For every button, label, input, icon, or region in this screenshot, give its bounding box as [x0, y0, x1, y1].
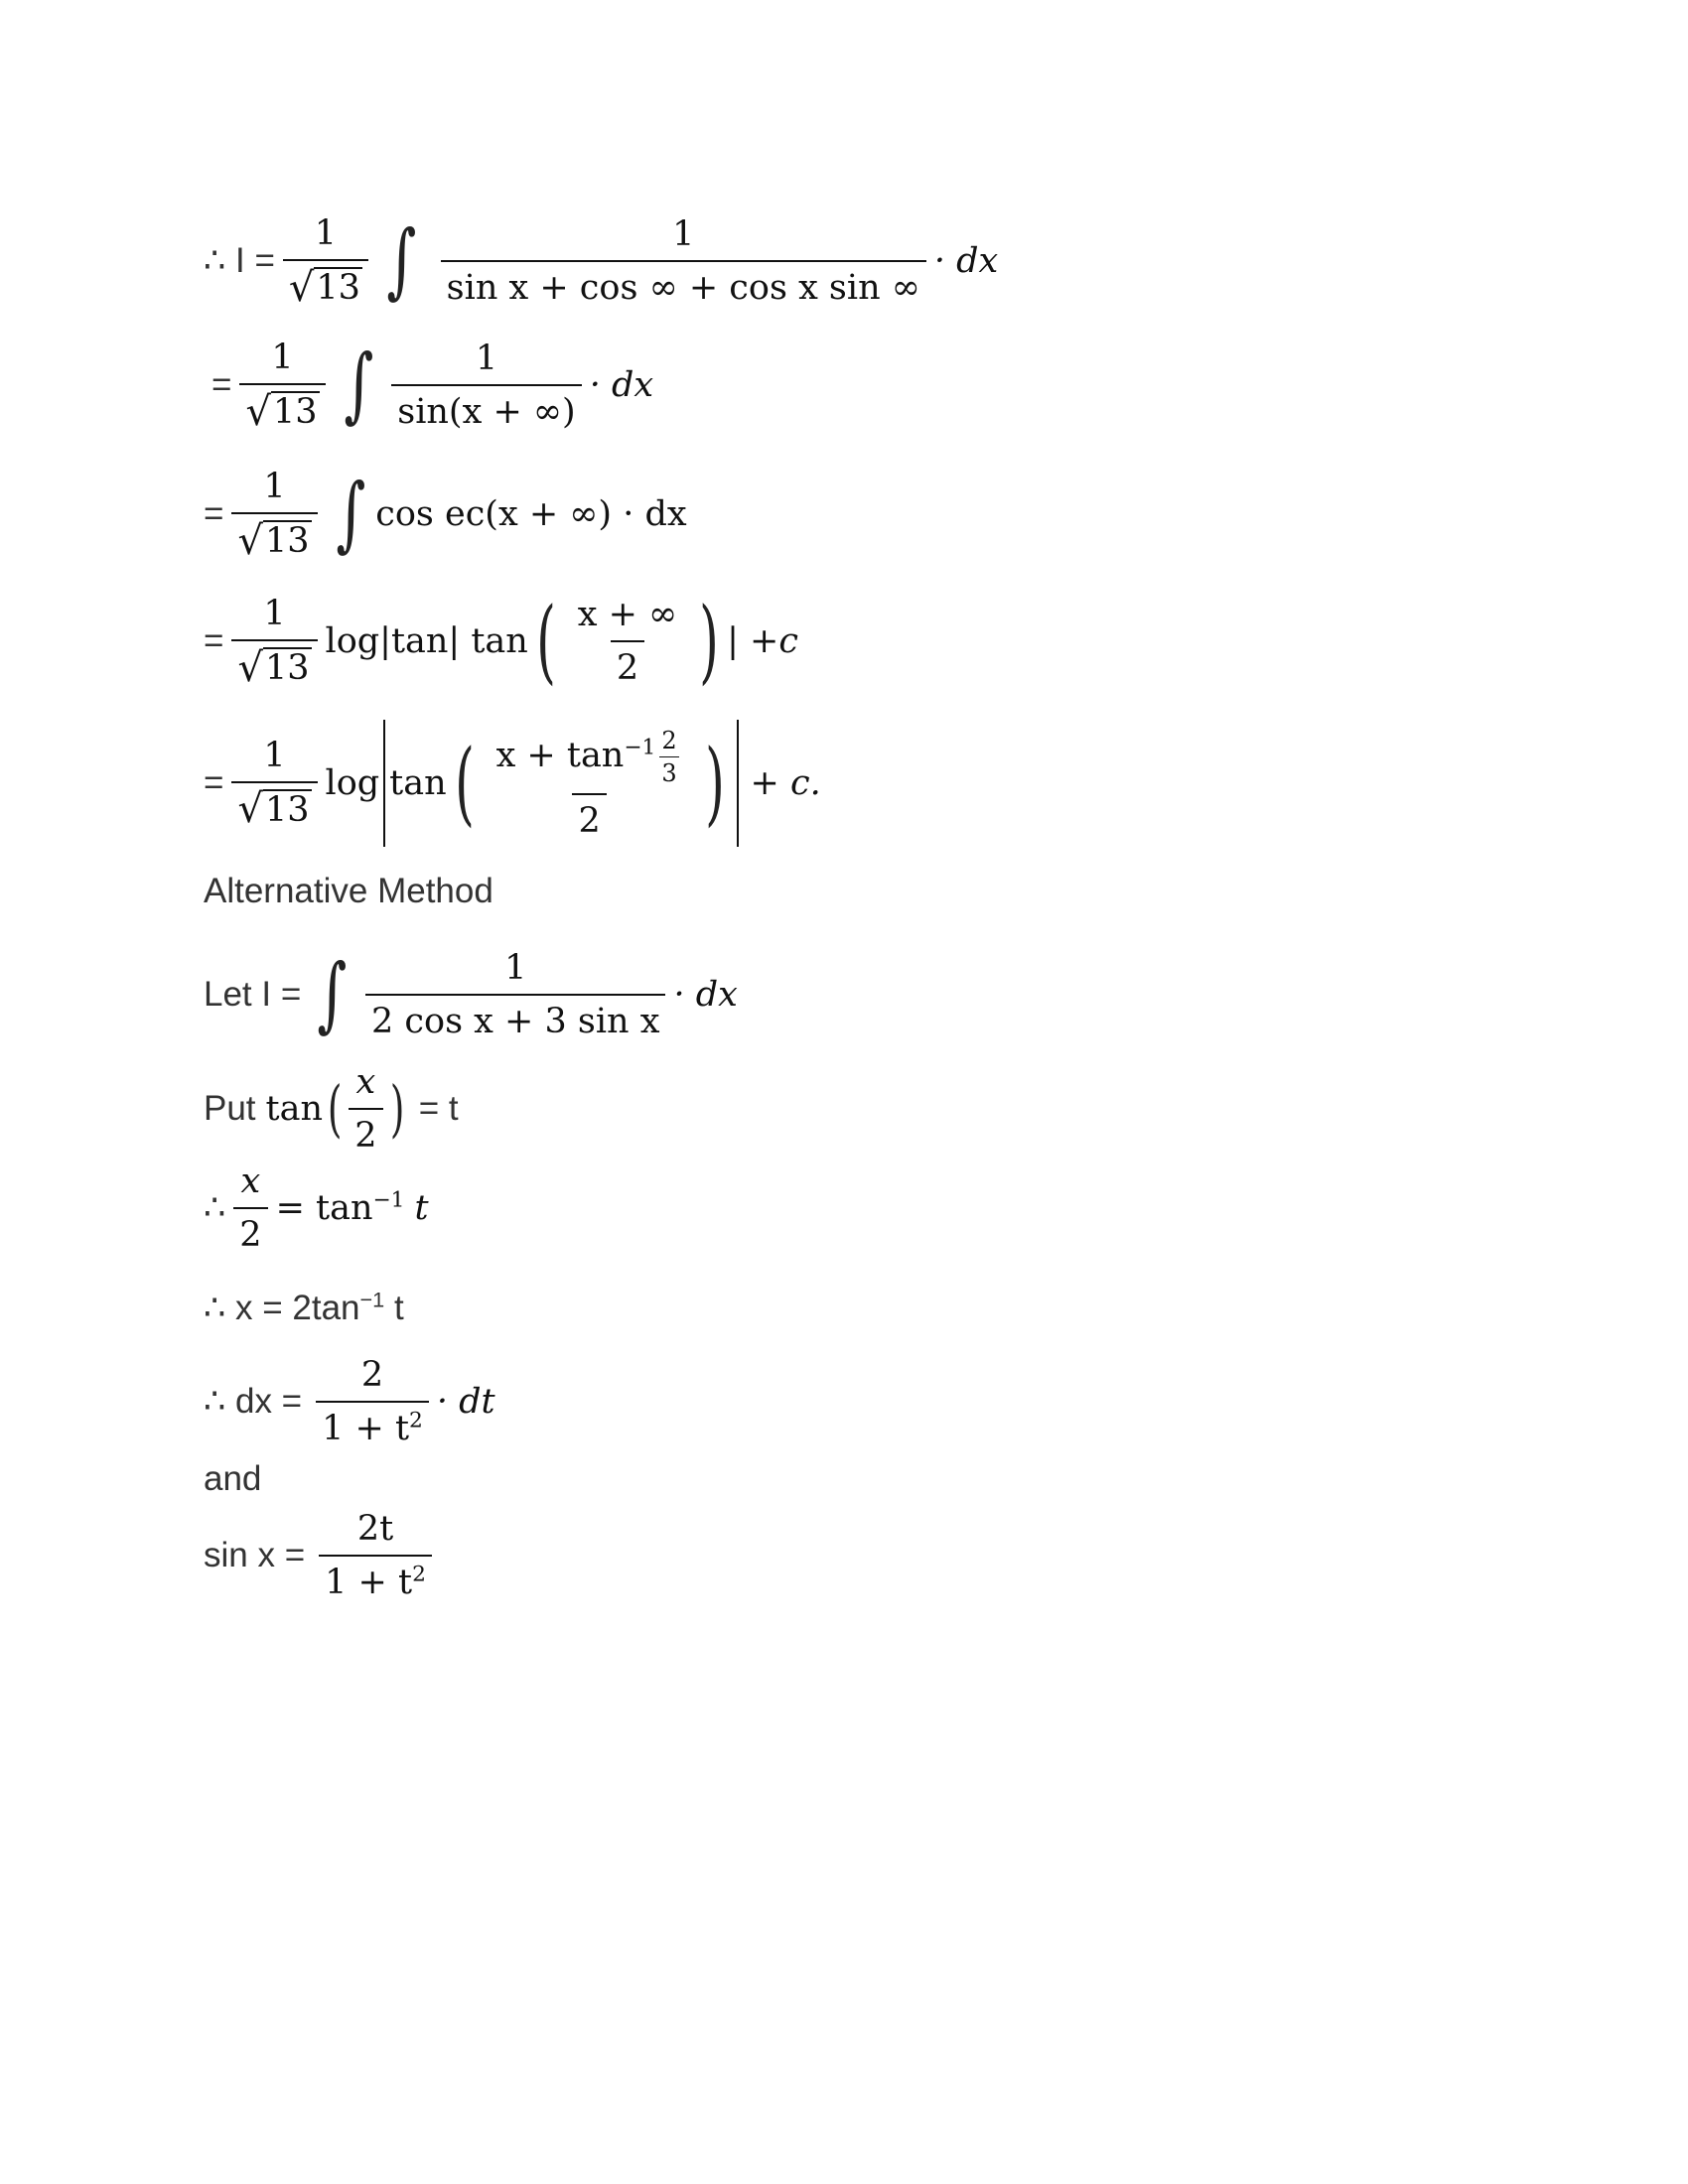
integral-sign: ∫: [335, 467, 365, 562]
left-paren: (: [454, 730, 475, 836]
lhs-fraction: $\frac{x}{2}$: [233, 1161, 267, 1255]
equation-line-5: = 1 √ 13 log tan ( $x + \tan^{-1}$ $\frac{2}{3}$ 2 ) + c.: [204, 720, 821, 847]
right-paren: ): [389, 1072, 404, 1145]
differential: · dx: [933, 241, 999, 282]
coefficient-fraction: 1 √ 13: [231, 594, 317, 690]
integral-sign: ∫: [343, 338, 373, 433]
integral-sign: ∫: [317, 947, 348, 1041]
equation-line-8: ∴ $\frac{x}{2}$ = $\tan^{-1}$ t: [204, 1161, 429, 1255]
coefficient-fraction: 1 √ 13: [231, 467, 317, 563]
integrand: cos ec(x + ∞) · dx: [375, 494, 687, 535]
abs-bar-left: [383, 720, 385, 847]
argument-fraction: $\frac{x + \infty}{2}$: [577, 595, 678, 689]
coefficient-fraction: 1 √ 13: [239, 338, 325, 434]
section-heading: Alternative Method: [204, 872, 493, 910]
coefficient-fraction: 1 √ 13: [283, 213, 368, 310]
equation-line-10: ∴ dx = $\frac{2}{1 + t^2}$ · dt: [204, 1355, 495, 1448]
coefficient-fraction: 1 √ 13: [231, 736, 317, 832]
equation-line-9: ∴ $x = 2\tan^{-1}$ t: [204, 1287, 404, 1327]
connector-text: and: [204, 1459, 262, 1498]
sqrt: √ 13: [288, 264, 360, 311]
abs-bar-right: [737, 720, 739, 847]
equation-line-1: [204, 213, 998, 310]
right-paren: ): [704, 730, 725, 836]
argument-fraction: $\frac{x}{2}$: [349, 1062, 382, 1156]
argument-fraction: $x + \tan^{-1}$ $\frac{2}{3}$ 2: [495, 726, 677, 841]
left-paren: (: [535, 588, 556, 695]
sine-fraction: $\frac{2t}{1 + t^2}$: [319, 1509, 432, 1602]
equation-line-7: Put tan ( $\frac{x}{2}$ ) = t: [204, 1062, 459, 1156]
lead-text: ∴ I =: [204, 241, 275, 281]
derivative-fraction: $\frac{2}{1 + t^2}$: [316, 1355, 429, 1448]
integrand-fraction: $\frac{1}{\sin(x + \infty)}$: [391, 339, 581, 432]
integrand-fraction: $\frac{1}{\text{sin x + cos ∞ + cos x sin ∞}}$: [441, 214, 926, 308]
small-fraction: $\frac{2}{3}$: [661, 726, 677, 787]
integrand-fraction: $\frac{1}{\text{2 cos x + 3 sin x}}$: [365, 948, 665, 1041]
left-paren: (: [327, 1072, 343, 1145]
right-paren: ): [699, 588, 720, 695]
equation-line-2: = 1 √ 13 ∫ $\frac{1}{\sin(x + \infty)}$ · dx: [211, 338, 654, 435]
equation-line-3: = 1 √ 13 ∫ cos ec(x + ∞) · dx: [204, 467, 687, 564]
equation-line-11: sin x = $\frac{2t}{1 + t^2}$: [204, 1509, 440, 1602]
integral-sign: ∫: [386, 213, 417, 309]
equation-line-6: Let I = ∫ $\frac{1}{\text{2 cos x + 3 sin x}}$ · dx: [204, 947, 738, 1041]
equation-line-4: = 1 √ 13 log|tan| tan ( $\frac{x + \infty}{2}$ ) | +c: [204, 588, 798, 695]
